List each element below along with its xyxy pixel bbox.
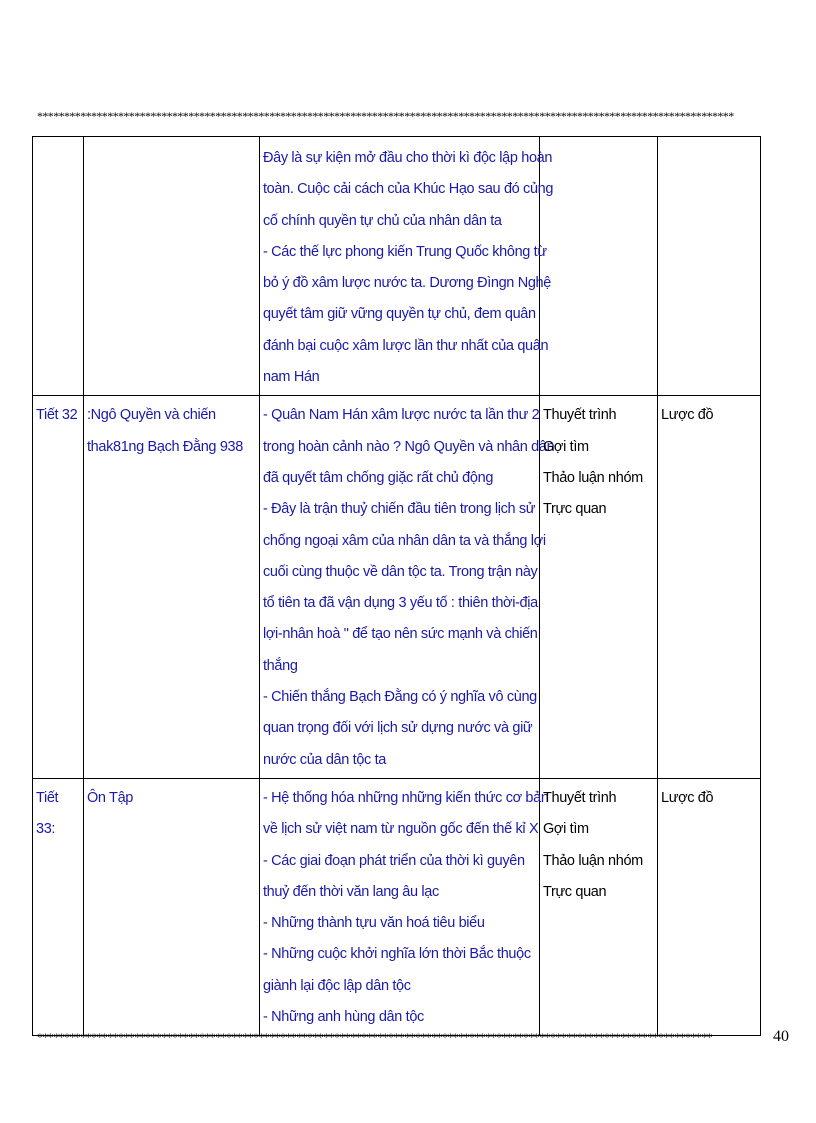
method-item: Thảo luận nhóm [543,852,643,869]
lesson-title-cell [84,778,260,1035]
content-line: đánh bại cuộc xâm lược lần thư nhất của quân [263,337,549,354]
content-line: - Các thế lực phong kiến Trung Quốc không từ [263,243,547,260]
materials-item: Lược đồ [661,789,714,806]
teaching-methods-cell [540,137,658,396]
lesson-title-line: :Ngô Quyền và chiến [87,407,216,424]
content-line: toàn. Cuộc cải cách của Khúc Hạo sau đó củng [263,181,554,198]
content-line: - Đây là trận thuỷ chiến đầu tiên trong lịch sử [263,501,536,518]
method-item: Thảo luận nhóm [543,469,643,486]
page-number: 40 [773,1028,789,1045]
content-line: Đây là sự kiện mở đầu cho thời kì độc lập hoàn [263,150,553,166]
content-line: - Hệ thống hóa những những kiến thức cơ bản [263,789,549,806]
content-line: giành lại độc lập dân tộc [263,977,411,994]
lesson-title-cell [84,137,260,396]
content-line: - Những anh hùng dân tộc [263,1009,424,1026]
materials-item: Lược đồ [661,407,714,424]
content-line: trong hoàn cảnh nào ? Ngô Quyền và nhân dân [263,438,555,455]
content-line: - Quân Nam Hán xâm lược nước ta lần thư 2 [263,407,540,424]
content-line: thắng [263,657,298,674]
content-line: nam Hán [263,369,320,386]
top-star-border: ********************************************************************************************************************************* [37,109,734,123]
table-row [33,778,761,1035]
lesson-number-cell [33,137,84,396]
content-line: về lịch sử việt nam từ nguồn gốc đến thế kỉ X [263,821,539,838]
teaching-methods-cell [540,778,658,1035]
content-line: cuối cùng thuộc về dân tộc ta. Trong trận này [263,563,538,580]
method-item: Trực quan [543,883,607,900]
content-line: - Những cuộc khởi nghĩa lớn thời Bắc thuộc [263,946,531,963]
method-item: Thuyết trình [543,789,617,806]
materials-cell [658,396,761,779]
lesson-number-cell [33,778,84,1035]
table-row [33,396,761,779]
method-item: Gợi tìm [543,438,589,455]
teaching-methods-cell [540,396,658,779]
method-item: Thuyết trình [543,407,617,424]
content-line: - Chiến thắng Bạch Đằng có ý nghĩa vô cùng [263,689,537,706]
bottom-star-border: ***************************************************************************************************************************** [37,1030,713,1044]
content-line: nước của dân tộc ta [263,751,387,768]
lesson-plan-table [32,136,761,1036]
method-item: Gợi tìm [543,821,589,838]
content-line: bỏ ý đồ xâm lược nước ta. Dương Đìngn Nghệ [263,275,551,292]
content-line: cố chính quyền tự chủ của nhân dân ta [263,212,502,229]
content-line: quan trọng đối với lịch sử dựng nước và giữ [263,720,533,737]
lesson-title-line: thak81ng Bạch Đằng 938 [87,438,243,455]
table-row [33,137,761,396]
lesson-content-cell [260,396,555,779]
content-line: quyết tâm giữ vững quyền tự chủ, đem quân [263,306,536,323]
content-line: đã quyết tâm chống giặc rất chủ động [263,469,494,486]
lesson-title-cell [84,396,260,779]
materials-cell [658,137,761,396]
content-line: thuỷ đến thời văn lang âu lạc [263,883,439,900]
content-line: - Những thành tựu văn hoá tiêu biểu [263,915,485,932]
lesson-number: Tiết 32 [36,407,78,424]
lesson-content-cell [260,137,554,396]
lesson-number-cell [33,396,84,779]
lesson-number-line: Tiết [36,789,59,806]
content-line: - Các giai đoạn phát triển của thời kì guyên [263,852,525,869]
lesson-title-line: Ôn Tập [87,789,133,806]
content-line: chống ngoại xâm của nhân dân ta và thắng lợi [263,532,546,549]
lesson-content-cell [260,778,549,1035]
materials-cell [658,778,761,1035]
method-item: Trực quan [543,501,607,518]
content-line: tổ tiên ta đã vận dụng 3 yếu tố : thiên thời-địa [263,595,538,612]
lesson-number-line: 33: [36,821,56,838]
content-line: lợi-nhân hoà " để tạo nên sức mạnh và chiến [263,626,538,643]
